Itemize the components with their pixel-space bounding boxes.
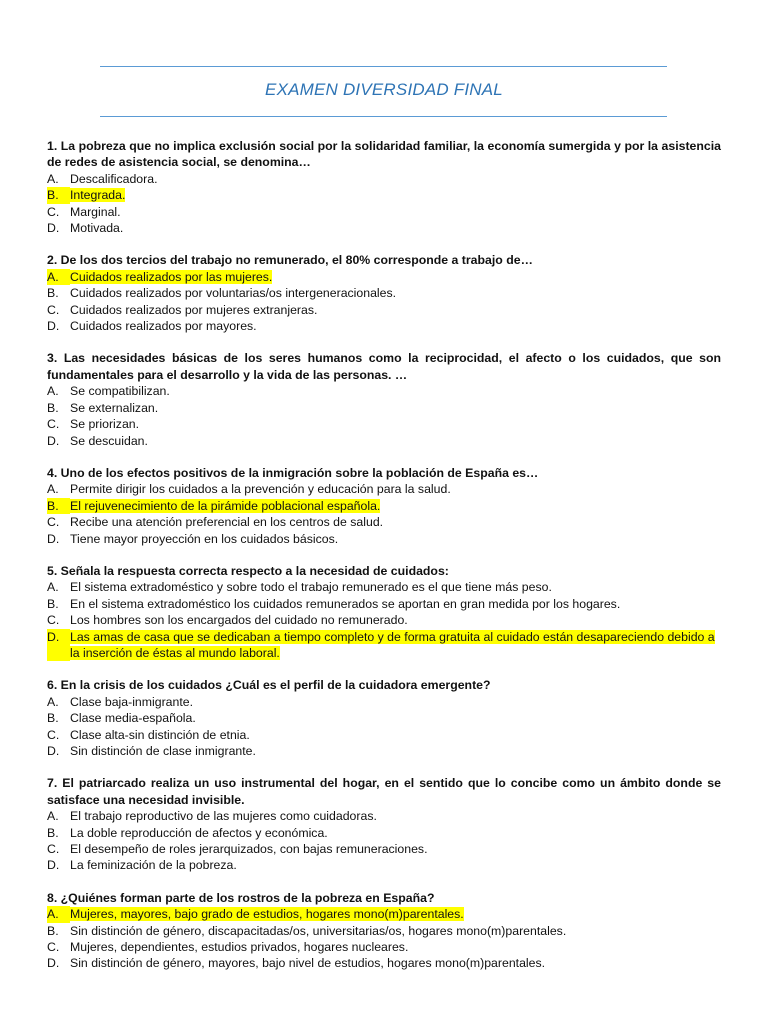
answer-option <box>47 285 721 301</box>
option-text: La feminización de la pobreza. <box>70 858 237 873</box>
option-text: El sistema extradoméstico y sobre todo el trabajo remunerado es el que tiene más peso. <box>70 580 552 595</box>
option-letter: D. <box>47 956 60 971</box>
question-block <box>47 563 721 661</box>
option-letter: D. <box>47 319 60 334</box>
highlighted-answer-text: Mujeres, mayores, bajo grado de estudios, hogares mono(m)parentales. <box>70 907 464 922</box>
option-letter: A. <box>47 269 70 285</box>
answer-option-highlighted <box>47 498 721 514</box>
option-text: Sin distinción de clase inmigrante. <box>70 744 256 758</box>
option-text: Clase alta-sin distinción de etnia. <box>70 727 250 742</box>
answer-option <box>47 220 721 236</box>
answer-option <box>47 579 721 595</box>
highlighted-answer-text: Cuidados realizados por las mujeres. <box>70 269 273 284</box>
exam-question-list <box>47 138 721 988</box>
answer-option-highlighted <box>47 629 721 662</box>
option-text <box>70 498 721 514</box>
answer-option <box>47 318 721 334</box>
option-letter: D. <box>47 433 60 448</box>
answer-option <box>47 808 721 824</box>
option-letter: B. <box>47 711 59 726</box>
option-text: Permite dirigir los cuidados a la prevención y educación para la salud. <box>70 482 451 497</box>
option-letter: C. <box>47 417 60 432</box>
option-letter: B. <box>47 923 59 938</box>
question-block <box>47 890 721 972</box>
page-title: EXAMEN DIVERSIDAD FINAL <box>265 80 503 99</box>
option-text: Clase baja-inmigrante. <box>70 694 194 709</box>
question-block <box>47 465 721 547</box>
option-letter: C. <box>47 613 60 628</box>
option-letter: D. <box>47 531 60 546</box>
option-letter: B. <box>47 498 70 514</box>
answer-option <box>47 939 721 955</box>
answer-option <box>47 596 721 612</box>
option-text: Cuidados realizados por mayores. <box>70 319 257 334</box>
option-letter: B. <box>47 400 59 415</box>
option-letter: B. <box>47 825 59 840</box>
answer-option <box>47 416 721 432</box>
answer-option <box>47 612 721 628</box>
option-letter: B. <box>47 187 70 203</box>
option-letter: C. <box>47 515 60 530</box>
question-text: 7. El patriarcado realiza un uso instrumental del hogar, en el sentido que lo concibe como un ámbito donde se satisface una necesidad invisible. <box>47 776 721 807</box>
question-text: 6. En la crisis de los cuidados ¿Cuál es el perfil de la cuidadora emergente? <box>47 678 491 693</box>
question-block <box>47 677 721 759</box>
question-text: 2. De los dos tercios del trabajo no remunerado, el 80% corresponde a trabajo de… <box>47 253 533 268</box>
answer-option <box>47 955 721 971</box>
highlighted-answer-text: Integrada. <box>70 188 126 203</box>
option-letter: C. <box>47 842 60 857</box>
option-letter: C. <box>47 727 60 742</box>
option-text: Sin distinción de género, discapacitadas/os, universitarias/os, hogares mono(m)parentales. <box>70 923 567 938</box>
option-text: Recibe una atención preferencial en los centros de salud. <box>70 515 384 530</box>
answer-option-highlighted <box>47 906 721 922</box>
title-top-rule <box>100 66 667 67</box>
question-text: 5. Señala la respuesta correcta respecto a la necesidad de cuidados: <box>47 563 449 578</box>
option-letter: A. <box>47 694 59 709</box>
question-block <box>47 350 721 448</box>
answer-option <box>47 743 721 759</box>
option-text: La doble reproducción de afectos y económica. <box>70 825 328 840</box>
option-text: Se descuidan. <box>70 433 148 448</box>
option-text: Se priorizan. <box>70 417 140 432</box>
answer-option-highlighted <box>47 269 721 285</box>
answer-option <box>47 481 721 497</box>
option-text: Motivada. <box>70 221 124 236</box>
answer-option <box>47 923 721 939</box>
option-text: Cuidados realizados por voluntarias/os intergeneracionales. <box>70 286 397 301</box>
title-bottom-rule <box>100 116 667 117</box>
option-letter: D. <box>47 221 60 236</box>
answer-option <box>47 302 721 318</box>
question-text: 4. Uno de los efectos positivos de la inmigración sobre la población de España es… <box>47 465 539 480</box>
answer-option <box>47 727 721 743</box>
option-text: El trabajo reproductivo de las mujeres como cuidadoras. <box>70 809 377 824</box>
answer-option <box>47 841 721 857</box>
answer-option <box>47 171 721 187</box>
answer-option-highlighted <box>47 187 721 203</box>
option-text: Clase media-española. <box>70 711 196 726</box>
option-letter: A. <box>47 580 59 595</box>
option-text: Se externalizan. <box>70 400 159 415</box>
option-text: Tiene mayor proyección en los cuidados básicos. <box>70 531 339 546</box>
question-text: 8. ¿Quiénes forman parte de los rostros de la pobreza en España? <box>47 890 435 905</box>
highlighted-answer-text: El rejuvenecimiento de la pirámide poblacional española. <box>70 498 381 513</box>
option-text: Sin distinción de género, mayores, bajo nivel de estudios, hogares mono(m)parentales. <box>70 956 546 971</box>
option-letter: A. <box>47 171 59 186</box>
option-letter: A. <box>47 384 59 399</box>
option-text: Se compatibilizan. <box>70 384 170 399</box>
question-block <box>47 138 721 236</box>
answer-option <box>47 694 721 710</box>
option-text <box>70 187 721 203</box>
answer-option <box>47 514 721 530</box>
highlighted-answer-text: Las amas de casa que se dedicaban a tiempo completo y de forma gratuita al cuidado están desapareciendo debido a la inserción de éstas al mundo laboral. <box>70 629 715 660</box>
option-letter: C. <box>47 940 60 955</box>
option-letter: B. <box>47 286 59 301</box>
option-letter: D. <box>47 629 70 662</box>
option-text: El desempeño de roles jerarquizados, con bajas remuneraciones. <box>70 842 428 857</box>
question-block <box>47 252 721 334</box>
answer-option <box>47 383 721 399</box>
answer-option <box>47 204 721 220</box>
option-text: En el sistema extradoméstico los cuidados remunerados se aportan en gran medida por los hogares. <box>70 596 621 611</box>
option-letter: C. <box>47 204 60 219</box>
answer-option <box>47 825 721 841</box>
option-letter: D. <box>47 858 60 873</box>
option-text: Los hombres son los encargados del cuidado no remunerado. <box>70 613 408 628</box>
question-block <box>47 775 721 873</box>
answer-option <box>47 857 721 873</box>
option-letter: B. <box>47 596 59 611</box>
option-text: Cuidados realizados por mujeres extranjeras. <box>70 302 318 317</box>
option-letter: A. <box>47 809 59 824</box>
answer-option <box>47 531 721 547</box>
option-text <box>70 269 721 285</box>
question-text: 1. La pobreza que no implica exclusión social por la solidaridad familiar, la economía sumergida y por la asistencia de redes de asistencia social, se denomina… <box>47 139 721 170</box>
answer-option <box>47 400 721 416</box>
option-text: Marginal. <box>70 204 121 219</box>
option-text: Mujeres, dependientes, estudios privados, hogares nucleares. <box>70 940 409 955</box>
option-letter: C. <box>47 302 60 317</box>
option-letter: A. <box>47 482 59 497</box>
option-text <box>70 906 721 922</box>
option-text: Descalificadora. <box>70 171 158 186</box>
option-letter: D. <box>47 744 60 758</box>
option-letter: A. <box>47 906 70 922</box>
answer-option <box>47 433 721 449</box>
option-text <box>70 629 721 662</box>
answer-option <box>47 710 721 726</box>
question-text: 3. Las necesidades básicas de los seres humanos como la reciprocidad, el afecto o los cuidados, que son fundamentales para el desarrollo y la vida de las personas. … <box>47 351 721 382</box>
